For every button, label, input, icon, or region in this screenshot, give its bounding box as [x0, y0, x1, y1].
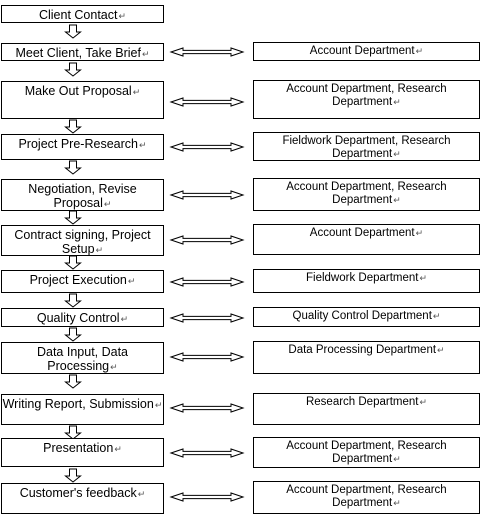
dept-label: Fieldwork Department, Research Department	[282, 135, 451, 160]
double-arrow-icon	[171, 404, 243, 412]
paragraph-mark: ↵	[437, 345, 445, 355]
paragraph-mark: ↵	[141, 49, 150, 59]
paragraph-mark: ↵	[103, 199, 112, 209]
paragraph-mark: ↵	[137, 489, 146, 499]
double-arrow-icon	[171, 48, 243, 56]
paragraph-mark: ↵	[393, 97, 401, 107]
down-arrow-icon	[66, 256, 81, 269]
paragraph-mark: ↵	[110, 362, 118, 372]
paragraph-mark: ↵	[132, 87, 141, 97]
step-label: Client Contact	[38, 8, 118, 22]
double-arrow-icon	[171, 98, 243, 106]
dept-customer-feedback	[253, 481, 480, 514]
step-label: Data Input, Data Processing	[36, 345, 129, 373]
double-arrow-icon	[171, 314, 243, 322]
step-contract-signing	[1, 225, 164, 256]
down-arrow-icon	[66, 120, 81, 133]
step-project-pre-research	[1, 134, 164, 160]
paragraph-mark: ↵	[114, 444, 122, 454]
step-label: Presentation	[43, 441, 114, 455]
down-arrow-icon	[66, 63, 81, 76]
paragraph-mark: ↵	[393, 149, 401, 159]
dept-meet-client	[253, 42, 480, 61]
step-data-input	[1, 342, 164, 374]
paragraph-mark: ↵	[138, 140, 147, 150]
down-arrow-icon	[66, 25, 81, 38]
dept-presentation	[253, 437, 480, 468]
paragraph-mark: ↵	[154, 400, 163, 410]
dept-label: Account Department, Research Department	[286, 484, 447, 509]
step-client-contact	[1, 5, 164, 23]
double-arrow-icon	[171, 191, 243, 199]
paragraph-mark: ↵	[432, 311, 441, 321]
dept-project-execution	[253, 269, 480, 293]
dept-make-out-proposal	[253, 80, 480, 119]
step-presentation	[1, 438, 164, 467]
dept-label: Account Department, Research Department	[286, 83, 447, 108]
dept-label: Quality Control Department	[292, 310, 432, 322]
down-arrow-icon	[66, 469, 81, 482]
paragraph-mark: ↵	[393, 498, 401, 508]
step-label: Project Execution	[29, 273, 127, 287]
double-arrow-icon	[171, 278, 243, 286]
paragraph-mark: ↵	[95, 245, 104, 255]
down-arrow-icon	[66, 161, 81, 174]
step-quality-control	[1, 308, 164, 327]
down-arrow-icon	[66, 294, 81, 307]
step-label: Customer's feedback	[19, 486, 137, 500]
double-arrow-icon	[171, 143, 243, 151]
paragraph-mark: ↵	[393, 195, 401, 205]
step-label: Writing Report, Submission	[2, 397, 154, 411]
dept-label: Research Department	[305, 396, 419, 408]
dept-data-input	[253, 341, 480, 374]
double-arrow-icon	[171, 353, 243, 361]
dept-label: Fieldwork Department	[305, 272, 419, 284]
step-negotiation	[1, 179, 164, 211]
paragraph-mark: ↵	[118, 11, 127, 21]
double-arrow-icon	[171, 449, 243, 457]
dept-contract-signing	[253, 224, 480, 255]
down-arrow-icon	[66, 328, 81, 341]
dept-label: Account Department	[309, 227, 415, 239]
dept-writing-report	[253, 393, 480, 425]
step-project-execution	[1, 270, 164, 293]
dept-negotiation	[253, 178, 480, 211]
paragraph-mark: ↵	[120, 314, 129, 324]
step-label: Make Out Proposal	[24, 84, 132, 98]
step-customer-feedback	[1, 483, 164, 514]
paragraph-mark: ↵	[127, 276, 136, 286]
dept-label: Account Department	[309, 45, 415, 57]
dept-project-pre-research	[253, 132, 480, 161]
step-writing-report	[1, 394, 164, 425]
paragraph-mark: ↵	[419, 397, 428, 407]
dept-label: Data Processing Department	[288, 344, 437, 356]
step-meet-client	[1, 43, 164, 61]
dept-quality-control	[253, 307, 480, 327]
step-label: Contract signing, Project Setup	[14, 228, 151, 256]
step-label: Quality Control	[36, 311, 120, 325]
step-label: Negotiation, Revise Proposal	[28, 182, 137, 210]
down-arrow-icon	[66, 375, 81, 388]
down-arrow-icon	[66, 211, 81, 224]
double-arrow-icon	[171, 493, 243, 501]
step-label: Project Pre-Research	[18, 137, 138, 151]
step-label: Meet Client, Take Brief	[15, 46, 141, 60]
paragraph-mark: ↵	[415, 228, 424, 238]
double-arrow-icon	[171, 236, 243, 244]
paragraph-mark: ↵	[419, 273, 428, 283]
paragraph-mark: ↵	[393, 454, 401, 464]
paragraph-mark: ↵	[415, 46, 424, 56]
dept-label: Account Department, Research Department	[286, 440, 447, 465]
dept-label: Account Department, Research Department	[286, 181, 447, 206]
step-make-out-proposal	[1, 81, 164, 119]
